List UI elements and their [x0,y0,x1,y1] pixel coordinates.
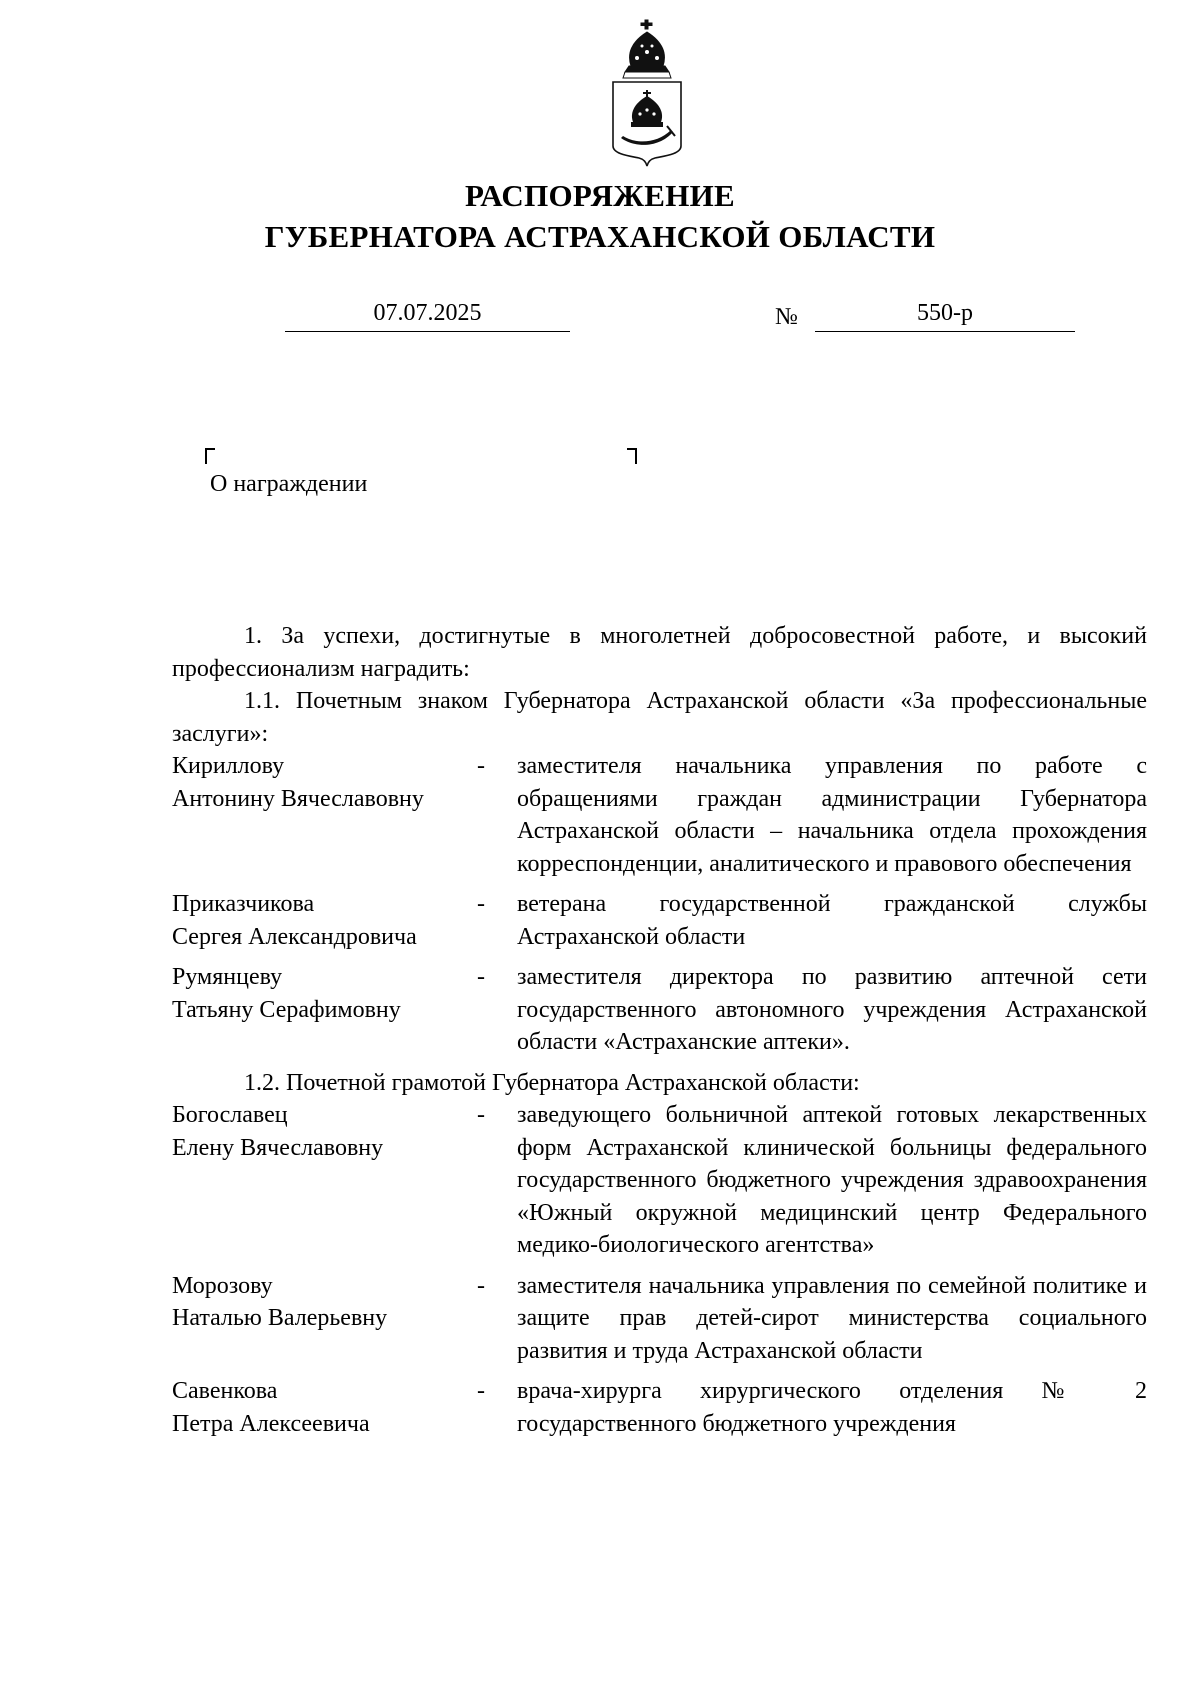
entry-dash: - [477,1272,485,1299]
awardee-position: ветерана государственной гражданской службы Астраханской области [517,891,1147,950]
awardee-position: заместителя начальника управления по работе с обращениями граждан администрации Губернатора Астраханской области – начальника отдела прохождения корреспонденции, аналитического и правового обеспечения [517,753,1147,877]
document-issuer: ГУБЕРНАТОРА АСТРАХАНСКОЙ ОБЛАСТИ [264,219,936,254]
corner-mark-right [627,448,637,464]
awardee-name [172,1099,477,1262]
awardee-given-name: Сергея Александровича [172,923,417,950]
award-entry [172,888,1147,953]
document-number: 550-р [815,297,1075,332]
coat-of-arms-emblem [605,18,689,168]
document-body [172,620,1147,1440]
awardee-name [172,961,477,1059]
intro-paragraph: 1. За успехи, достигнутые в многолетней добросовестной работе, и высокий профессионализм наградить: [172,623,1147,682]
awardee-position: заместителя директора по развитию аптечной сети государственного автономного учреждения Астраханской области «Астраханские аптеки». [517,964,1147,1055]
entry-dash: - [477,1378,485,1404]
awardee-name [172,1270,477,1368]
section-heading: 1.2. Почетной грамотой Губернатора Астраханской области: [244,1069,860,1096]
awardee-given-name: Татьяну Серафимовну [172,996,401,1023]
award-entry [172,1270,1147,1368]
awardee-surname: Морозову [172,1272,273,1299]
corner-mark-left [205,448,215,464]
awardee-name [172,750,477,880]
awardee-given-name: Елену Вячеславовну [172,1134,384,1161]
awardee-surname: Кириллову [172,753,285,779]
awardee-position: заместителя начальника управления по семейной политике и защите прав детей-сирот министерства социального развития и труда Астраханской области [517,1272,1147,1364]
entry-dash: - [477,1102,485,1128]
awardee-surname: Богославец [172,1102,288,1128]
entry-dash: - [477,891,485,917]
awardee-name [172,888,477,953]
document-title: РАСПОРЯЖЕНИЕ [464,178,736,213]
awardee-given-name: Антонину Вячеславовну [172,785,424,812]
entry-dash: - [477,964,485,990]
award-entry [172,1375,1147,1440]
awardee-name [172,1375,477,1440]
document-date: 07.07.2025 [285,297,570,332]
section-heading: 1.1. Почетным знаком Губернатора Астраханской области «За профессиональные заслуги»: [172,688,1147,747]
awardee-position: врача-хирурга хирургического отделения № 2 государственного бюджетного учреждения [517,1378,1147,1437]
awardee-given-name: Петра Алексеевича [172,1410,370,1437]
award-entry [172,961,1147,1059]
number-sign: № [775,304,798,330]
entry-dash: - [477,753,485,779]
award-entry [172,750,1147,880]
awardee-given-name: Наталью Валерьевну [172,1305,388,1331]
awardee-position: заведующего больничной аптекой готовых лекарственных форм Астраханской клинической больницы федерального государственного бюджетного учреждения здравоохранения «Южный окружной медицинский центр Федерального медико-биологического агентства» [517,1102,1147,1258]
awardee-surname: Савенкова [172,1378,278,1404]
document-subject: О награждении [210,471,368,497]
awardee-surname: Приказчикова [172,891,315,917]
award-entry [172,1099,1147,1262]
awardee-surname: Румянцеву [172,964,283,990]
